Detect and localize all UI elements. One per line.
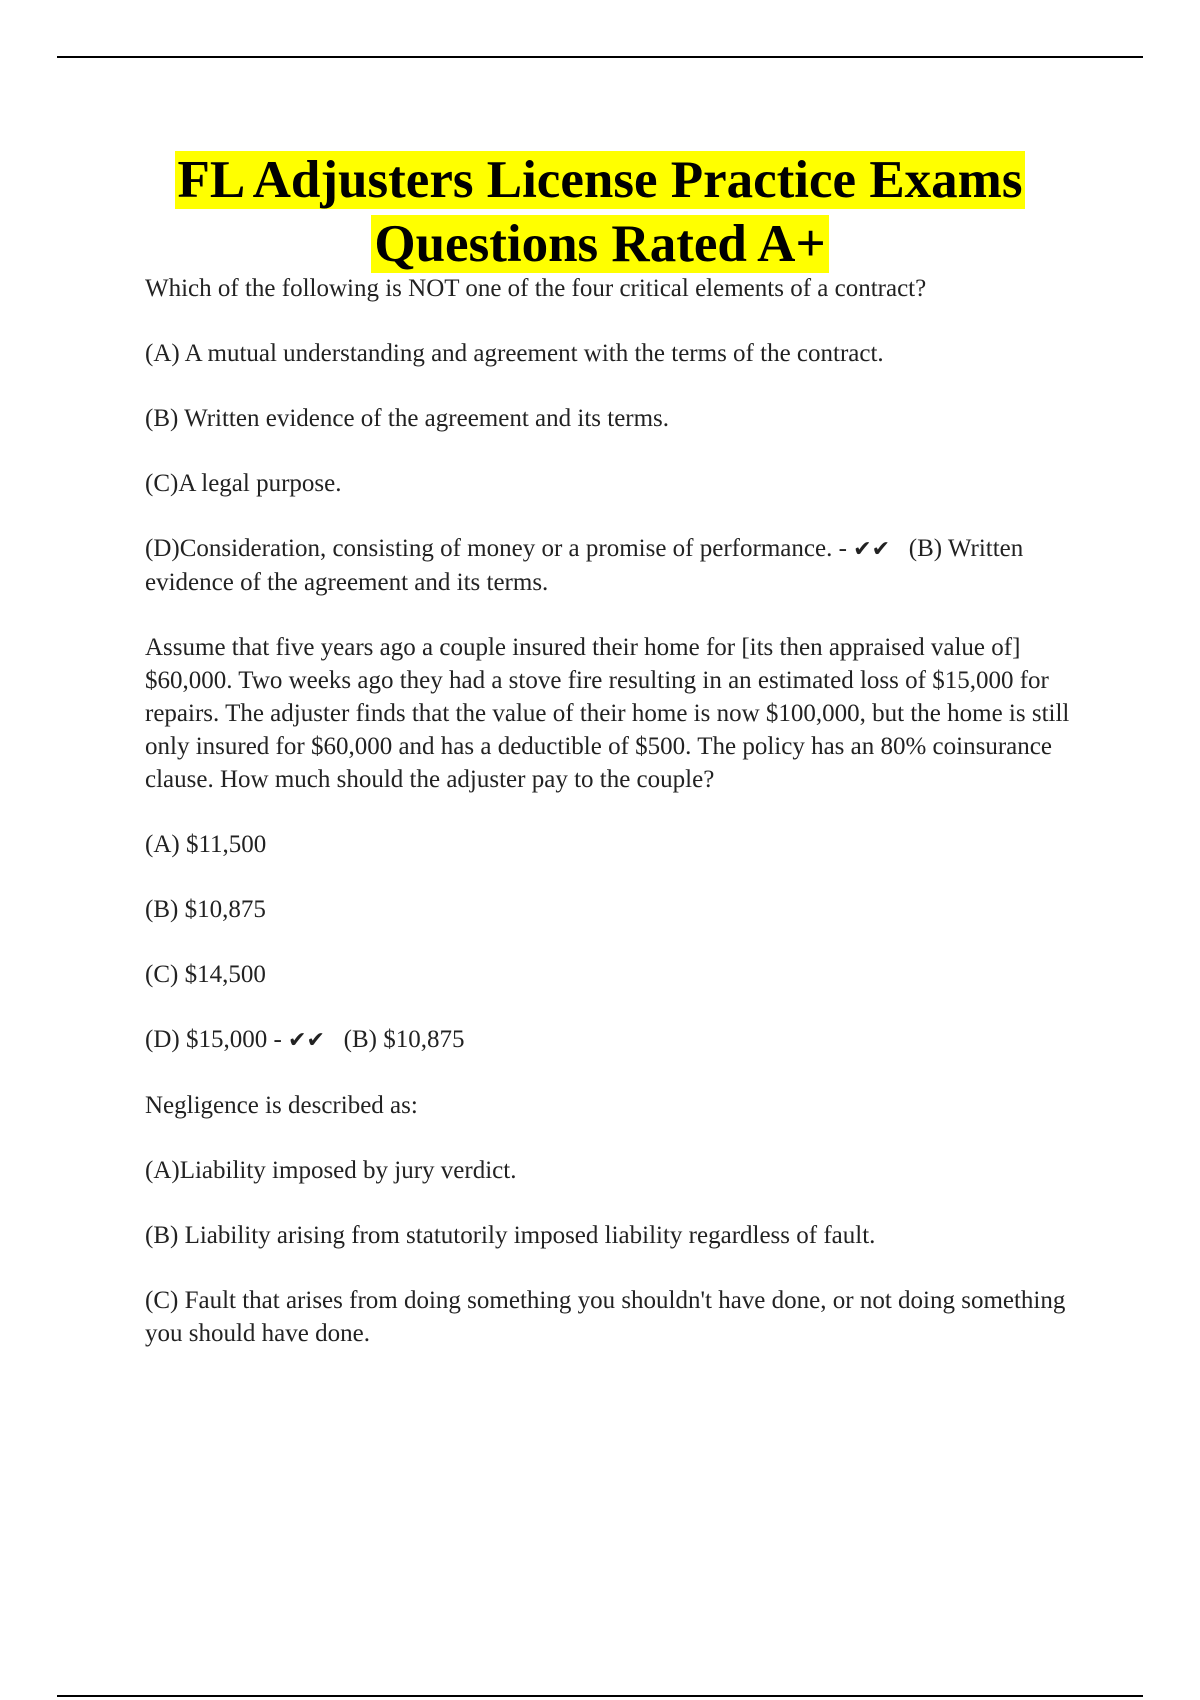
question-2-answer: (B) $10,875 [343,1026,465,1053]
title-line-1: FL Adjusters License Practice Exams [175,151,1026,209]
question-3-option-b: (B) Liability arising from statutorily imposed liability regardless of fault. [145,1222,876,1249]
question-2-option-c: (C) $14,500 [145,961,266,988]
question-1-option-c: (C)A legal purpose. [145,470,342,497]
question-2-prompt: Assume that five years ago a couple insured their home for [its then appraised value of] $60,000. Two weeks ago they had a stove fire resulting in an estimated loss of $15,000 for repairs. The adjuster finds that the value of their home is now $100,000, but the home is still only insured for $60,000 and has a deductible of $500. The policy has an 80% coinsurance clause. How much should the adjuster pay to the couple? [145,634,1070,793]
question-2-option-d: (D) $15,000 - [145,1026,282,1053]
checkmark-icon: ✔✔ [853,537,891,562]
question-2-option-d-with-answer [145,1023,1075,1057]
question-3-prompt: Negligence is described as: [145,1092,418,1119]
question-1-option-a: (A) A mutual understanding and agreement with the terms of the contract. [145,340,884,367]
checkmark-icon: ✔✔ [288,1028,325,1053]
question-2-option-a: (A) $11,500 [145,831,267,858]
document-title [0,148,1200,276]
question-1-option-d: (D)Consideration, consisting of money or a promise of performance. - [145,535,847,562]
header-rule [57,56,1143,58]
title-line-2: Questions Rated A+ [371,215,828,273]
question-1-prompt: Which of the following is NOT one of the four critical elements of a contract? [145,275,927,302]
question-1-option-d-with-answer [145,532,1075,599]
question-1-answer: (B) Written evidence of the agreement and its terms. [145,535,1024,596]
question-3-option-c: (C) Fault that arises from doing something you shouldn't have done, or not doing something you should have done. [145,1287,1066,1347]
question-2-option-b: (B) $10,875 [145,896,266,923]
question-list [145,272,1075,1382]
footer-rule [57,1695,1143,1697]
question-1-option-b: (B) Written evidence of the agreement and its terms. [145,405,670,432]
question-3-option-a: (A)Liability imposed by jury verdict. [145,1157,517,1184]
